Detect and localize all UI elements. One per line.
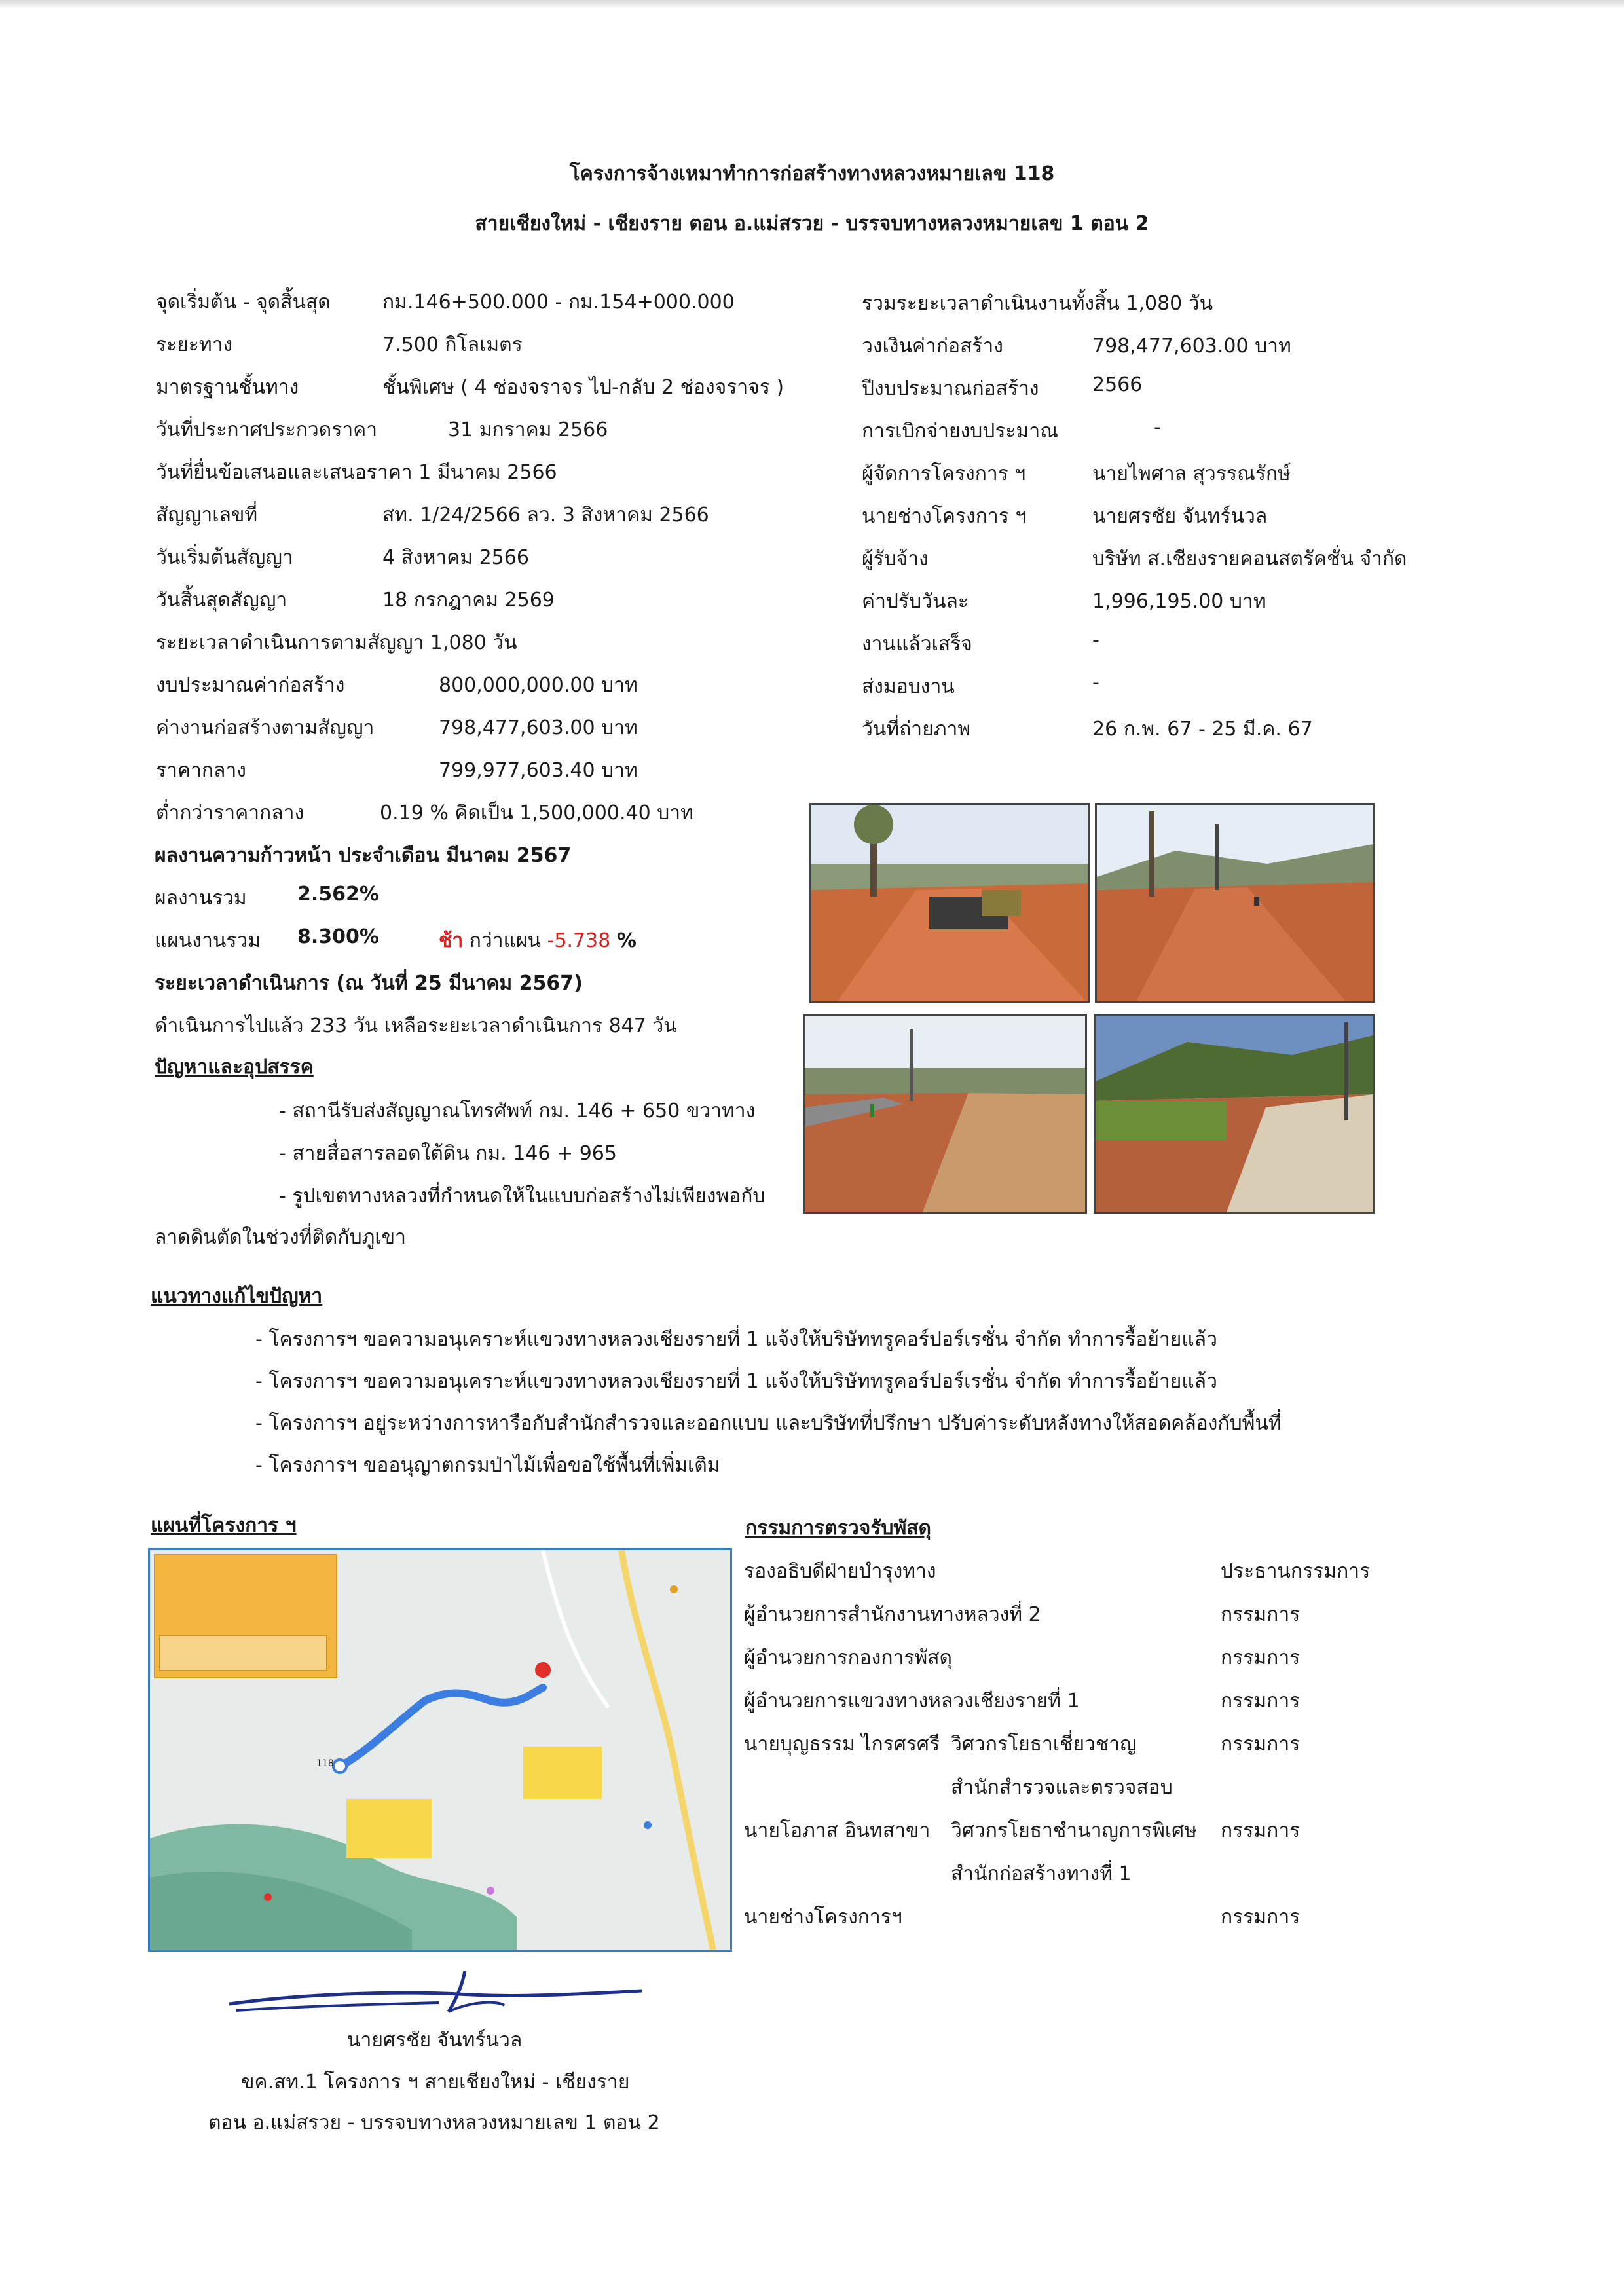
info-label: มาตรฐานชั้นทาง [156, 376, 299, 399]
member-position: สำนักสำรวจและตรวจสอบ [951, 1776, 1173, 1799]
solutions-heading: แนวทางแก้ไขปัญหา [151, 1285, 323, 1308]
info-label: ต่ำกว่าราคากลาง [156, 802, 304, 824]
member-name: ผู้อำนวยการกองการพัสดุ [744, 1646, 953, 1669]
site-photo [803, 1014, 1087, 1214]
delay-status [439, 925, 637, 956]
member-role: กรรมการ [1221, 1733, 1301, 1756]
info-label: วงเงินค่าก่อสร้าง [862, 335, 1003, 358]
info-label: วันสิ้นสุดสัญญา [156, 589, 287, 612]
info-label: ราคากลาง [156, 759, 246, 782]
map-callout [523, 1747, 602, 1799]
signer-title: ขค.สท.1 โครงการ ฯ สายเชียงใหม่ - เชียงราย [241, 2071, 630, 2094]
document-subtitle: สายเชียงใหม่ - เชียงราย ตอน อ.แม่สรวย - บรรจบทางหลวงหมายเลข 1 ตอน 2 [475, 212, 1149, 235]
duration-text: ดำเนินการไปแล้ว 233 วัน เหลือระยะเวลาดำเนินการ 847 วัน [155, 1014, 677, 1037]
duration-heading: ระยะเวลาดำเนินการ (ณ วันที่ 25 มีนาคม 2567) [155, 972, 583, 995]
info-value: 7.500 กิโลเมตร [382, 333, 523, 356]
info-value: 18 กรกฎาคม 2569 [382, 589, 555, 612]
member-name: รองอธิบดีฝ่ายบำรุงทาง [744, 1560, 936, 1583]
info-value: 800,000,000.00 บาท [439, 674, 638, 697]
member-name: ผู้อำนวยการแขวงทางหลวงเชียงรายที่ 1 [744, 1690, 1080, 1713]
member-role: กรรมการ [1221, 1646, 1301, 1669]
member-role: กรรมการ [1221, 1690, 1301, 1713]
info-value: - [1092, 671, 1099, 694]
problem-item: - สถานีรับส่งสัญญาณโทรศัพท์ กม. 146 + 650 ขวาทาง [279, 1100, 756, 1122]
info-label: ผู้จัดการโครงการ ฯ [862, 462, 1026, 485]
progress-heading: ผลงานความก้าวหน้า ประจำเดือน มีนาคม 2567 [155, 844, 572, 867]
problem-continuation: ลาดดินตัดในช่วงที่ติดกับภูเขา [155, 1226, 407, 1249]
member-position: วิศวกรโยธาชำนาญการพิเศษ [951, 1819, 1197, 1842]
info-value: - [1092, 629, 1099, 652]
site-photo [1095, 803, 1375, 1003]
info-label: ค่าปรับวันละ [862, 590, 969, 613]
member-role: ประธานกรรมการ [1221, 1560, 1371, 1583]
member-role: กรรมการ [1221, 1906, 1301, 1929]
site-photo [1094, 1014, 1375, 1214]
info-label: จุดเริ่มต้น - จุดสิ้นสุด [156, 291, 331, 314]
map-callout [346, 1799, 432, 1858]
info-label: นายช่างโครงการ ฯ [862, 505, 1027, 528]
map-legend-detail [159, 1635, 327, 1671]
info-label: ผู้รับจ้าง [862, 547, 929, 570]
planned-progress-label: แผนงานรวม [155, 929, 261, 952]
info-label: ส่งมอบงาน [862, 675, 955, 698]
info-label: รวมระยะเวลาดำเนินงานทั้งสิ้น 1,080 วัน [862, 292, 1213, 315]
info-value: 798,477,603.00 บาท [1092, 335, 1291, 358]
info-value: - [1154, 416, 1161, 439]
info-value: กม.146+500.000 - กม.154+000.000 [382, 291, 735, 314]
site-photo [809, 803, 1090, 1003]
info-label: งบประมาณค่าก่อสร้าง [156, 674, 345, 697]
map-heading: แผนที่โครงการ ฯ [151, 1514, 297, 1537]
member-position: สำนักก่อสร้างทางที่ 1 [951, 1862, 1132, 1885]
info-label: ระยะทาง [156, 333, 233, 356]
solution-item: - โครงการฯ อยู่ระหว่างการหารือกับสำนักสำรวจและออกแบบ และบริษัทที่ปรึกษา ปรับค่าระดับหลังทางให้สอดคล้องกับพื้นที่ [255, 1412, 1282, 1435]
document-title: โครงการจ้างเหมาทำการก่อสร้างทางหลวงหมายเลข 118 [569, 162, 1055, 185]
info-label: วันที่ประกาศประกวดราคา [156, 418, 378, 441]
info-label: วันที่ถ่ายภาพ [862, 718, 971, 741]
info-label: ค่างานก่อสร้างตามสัญญา [156, 716, 375, 739]
info-value: 31 มกราคม 2566 [448, 418, 608, 441]
signature-image [223, 1965, 642, 2024]
member-name: นายโอภาส อินทสาขา [744, 1819, 931, 1842]
info-label: ปีงบประมาณก่อสร้าง [862, 377, 1039, 400]
delay-value: -5.738 [547, 929, 611, 952]
info-label: วันที่ยื่นข้อเสนอและเสนอราคา 1 มีนาคม 2566 [156, 461, 557, 484]
info-value: 1,996,195.00 บาท [1092, 590, 1266, 613]
info-value: 2566 [1092, 373, 1143, 396]
info-label: ระยะเวลาดำเนินการตามสัญญา 1,080 วัน [156, 631, 517, 654]
info-label: การเบิกจ่ายงบประมาณ [862, 420, 1058, 443]
scan-edge [0, 0, 1624, 9]
info-value: นายศรชัย จันทร์นวล [1092, 505, 1268, 528]
problem-item: - รูปเขตทางหลวงที่กำหนดให้ในแบบก่อสร้างไม่เพียงพอกับ [279, 1185, 766, 1208]
member-role: กรรมการ [1221, 1819, 1301, 1842]
member-role: กรรมการ [1221, 1603, 1301, 1626]
info-value: 0.19 % คิดเป็น 1,500,000.40 บาท [380, 802, 693, 824]
solution-item: - โครงการฯ ขอความอนุเคราะห์แขวงทางหลวงเชียงรายที่ 1 แจ้งให้บริษัททรูคอร์ปอร์เรชั่น จำกัด ทำการรื้อย้ายแล้ว [255, 1328, 1217, 1351]
member-name: ผู้อำนวยการสำนักงานทางหลวงที่ 2 [744, 1603, 1041, 1626]
info-value: 26 ก.พ. 67 - 25 มี.ค. 67 [1092, 718, 1313, 741]
project-map [148, 1548, 732, 1952]
actual-progress-label: ผลงานรวม [155, 887, 247, 910]
member-name: นายบุญธรรม ไกรศรศรี [744, 1733, 940, 1756]
actual-progress-value: 2.562% [297, 883, 379, 906]
info-value: นายไพศาล สุวรรณรักษ์ [1092, 462, 1291, 485]
info-value: บริษัท ส.เชียงรายคอนสตรัคชั่น จำกัด [1092, 547, 1407, 570]
info-label: งานแล้วเสร็จ [862, 633, 972, 656]
info-value: 4 สิงหาคม 2566 [382, 546, 529, 569]
info-label: วันเริ่มต้นสัญญา [156, 546, 293, 569]
problem-item: - สายสื่อสารลอดใต้ดิน กม. 146 + 965 [279, 1142, 617, 1165]
member-name: นายช่างโครงการฯ [744, 1906, 902, 1929]
signer-section: ตอน อ.แม่สรวย - บรรจบทางหลวงหมายเลข 1 ตอน 2 [208, 2111, 660, 2134]
committee-heading: กรรมการตรวจรับพัสดุ [745, 1517, 932, 1540]
member-position: วิศวกรโยธาเชี่ยวชาญ [951, 1733, 1137, 1756]
planned-progress-value: 8.300% [297, 925, 379, 948]
delay-text: กว่าแผน [469, 929, 542, 952]
info-value: สท. 1/24/2566 ลว. 3 สิงหาคม 2566 [382, 504, 709, 527]
problems-heading: ปัญหาและอุปสรรค [155, 1056, 314, 1079]
info-label: สัญญาเลขที่ [156, 504, 258, 527]
info-value: 799,977,603.40 บาท [439, 759, 638, 782]
signer-name: นายศรชัย จันทร์นวล [347, 2029, 523, 2052]
delay-unit: % [616, 929, 637, 952]
solution-item: - โครงการฯ ขออนุญาตกรมป่าไม้เพื่อขอใช้พื้นที่เพิ่มเติม [255, 1454, 720, 1477]
delay-word: ช้า [439, 929, 464, 952]
info-value: ชั้นพิเศษ ( 4 ช่องจราจร ไป-กลับ 2 ช่องจราจร ) [382, 376, 784, 399]
route-label: 118 [316, 1758, 334, 1769]
solution-item: - โครงการฯ ขอความอนุเคราะห์แขวงทางหลวงเชียงรายที่ 1 แจ้งให้บริษัททรูคอร์ปอร์เรชั่น จำกัด ทำการรื้อย้ายแล้ว [255, 1370, 1217, 1393]
info-value: 798,477,603.00 บาท [439, 716, 638, 739]
